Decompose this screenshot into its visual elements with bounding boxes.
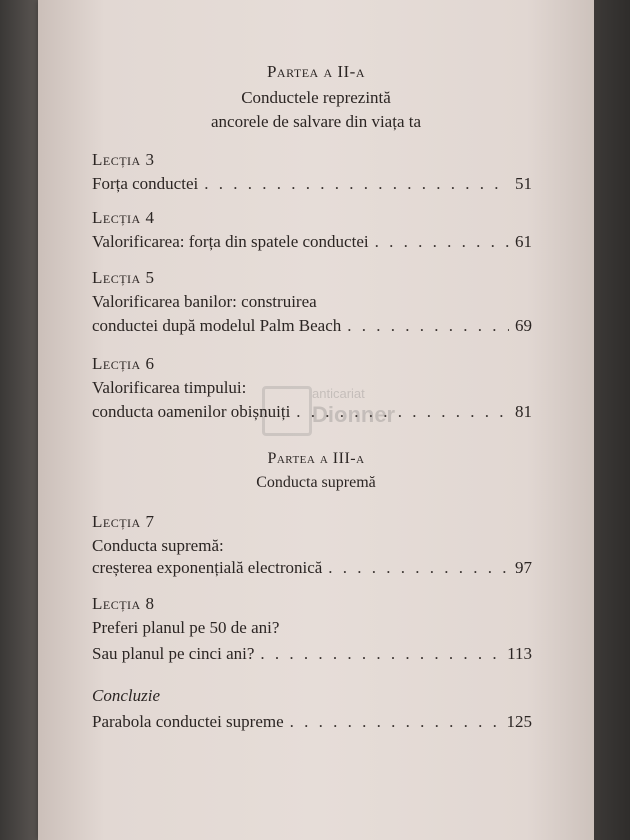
lesson5-title-line1: Valorificarea banilor: construirea: [92, 292, 317, 311]
leader-dots: [328, 558, 509, 578]
lesson4-title: Valorificarea: forța din spatele conductei: [92, 232, 369, 251]
part2-title-line2: ancorele de salvare din viața ta: [210, 112, 422, 131]
lesson3-page: 51: [515, 174, 532, 193]
toc-entry-lesson7[interactable]: [92, 558, 532, 578]
leader-dots: [260, 644, 501, 664]
lesson5-title-line2: conductei după modelul Palm Beach: [92, 316, 342, 335]
lesson8-label: Lecția 8: [92, 594, 155, 613]
toc-entry-lesson4[interactable]: [92, 232, 532, 252]
lesson7-label: Lecția 7: [92, 512, 155, 531]
lesson6-label: Lecția 6: [92, 354, 155, 373]
leader-dots: [347, 316, 509, 336]
lesson7-title-line1: Conducta supremă:: [92, 536, 224, 555]
lesson3-label: Lecția 3: [92, 150, 155, 169]
part2-heading: Partea a II-a: [266, 62, 366, 81]
watermark-line2: Dionner: [312, 402, 396, 427]
lesson8-title-line2: Sau planul pe cinci ani?: [92, 644, 255, 663]
part3-heading: Partea a III-a: [267, 450, 365, 467]
conclusion-label: Concluzie: [92, 686, 160, 705]
lesson7-page: 97: [515, 558, 532, 577]
lesson6-title-line1: Valorificarea timpului:: [92, 378, 247, 397]
lesson5-page: 69: [515, 316, 532, 335]
leader-dots: [375, 232, 509, 252]
conclusion-title: Parabola conductei supreme: [92, 712, 284, 731]
toc-entry-lesson6[interactable]: [92, 402, 532, 422]
leader-dots: [204, 174, 509, 194]
toc-entry-conclusion[interactable]: [92, 712, 532, 732]
part2-title-line1: Conductele reprezintă: [241, 88, 391, 107]
toc-entry-lesson5[interactable]: [92, 316, 532, 336]
conclusion-page: 125: [506, 712, 532, 731]
toc-entry-lesson3[interactable]: [92, 174, 532, 194]
lesson3-title: Forța conductei: [92, 174, 199, 193]
lesson6-title-line2: conducta oamenilor obișnuiți: [92, 402, 291, 421]
watermark-line1: anticariat: [312, 386, 365, 401]
lesson4-label: Lecția 4: [92, 208, 155, 227]
lesson5-label: Lecția 5: [92, 268, 155, 287]
lesson4-page: 61: [515, 232, 532, 251]
lesson8-title-line1: Preferi planul pe 50 de ani?: [92, 618, 280, 637]
leader-dots: [290, 712, 501, 732]
lesson8-page: 113: [507, 644, 532, 663]
lesson6-page: 81: [515, 402, 532, 421]
part3-title: Conducta supremă: [256, 474, 376, 491]
leader-dots: [296, 402, 509, 422]
right-book-edge: [594, 0, 630, 840]
lesson7-title-line2: creșterea exponențială electronică: [92, 558, 323, 577]
toc-entry-lesson8[interactable]: [92, 644, 532, 664]
left-book-gutter: [0, 0, 38, 840]
